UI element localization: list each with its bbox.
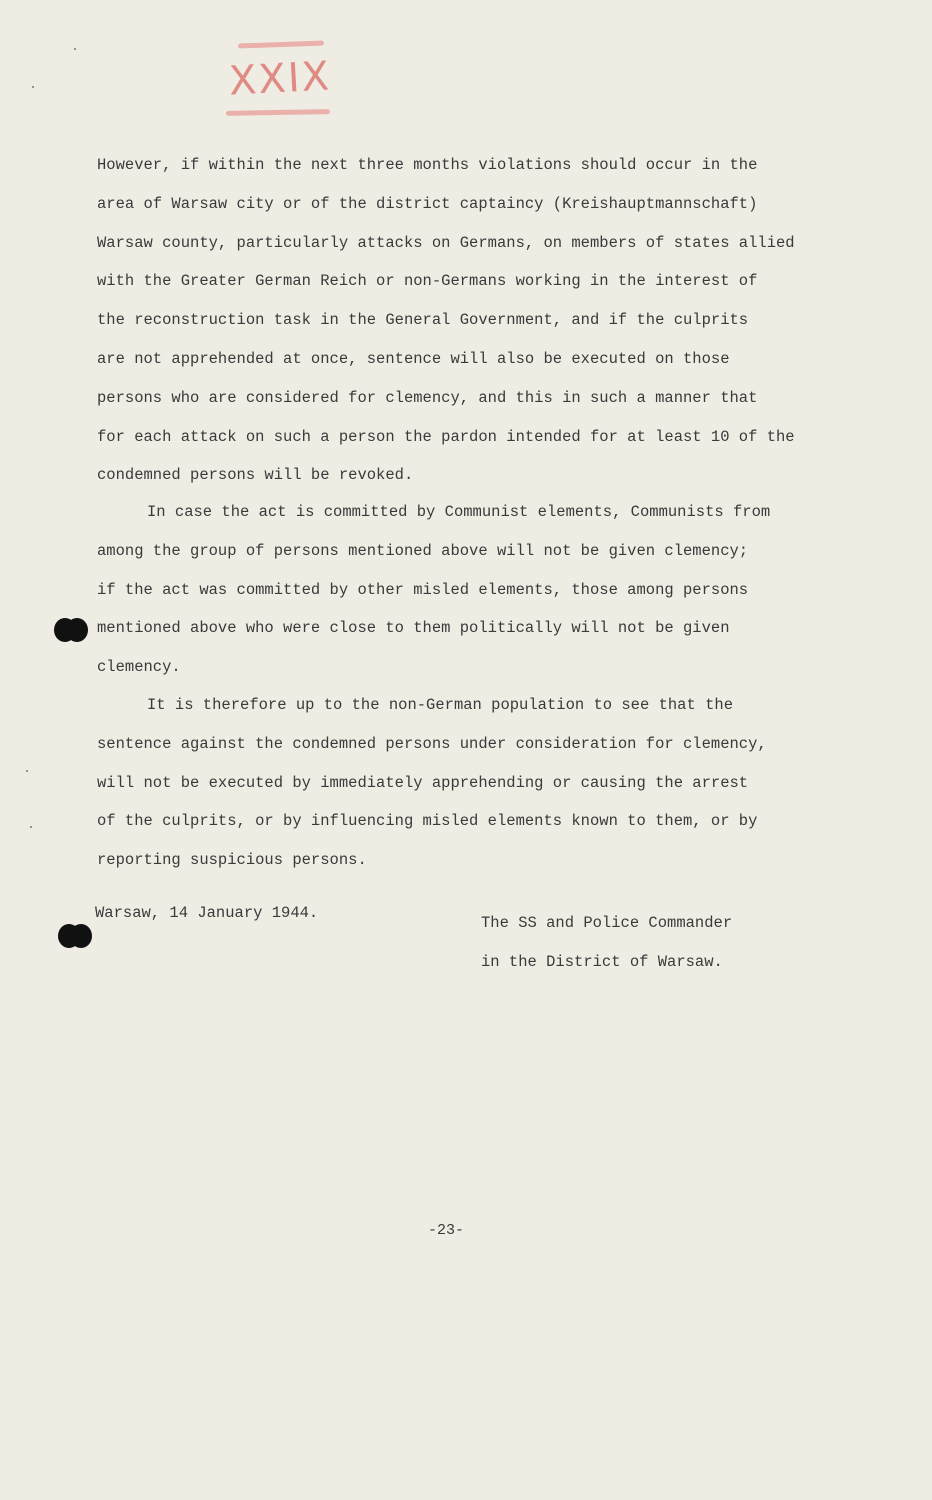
text-line: among the group of persons mentioned above will not be given clemency; (97, 541, 749, 560)
roman-numeral-stamp (222, 38, 338, 124)
place-date: Warsaw, 14 January 1944. (95, 904, 319, 922)
text-line: mentioned above who were close to them politically will not be given (97, 619, 730, 638)
text-line: However, if within the next three months violations should occur in the (97, 156, 758, 174)
text-line: It is therefore up to the non-German population to see that the (147, 696, 733, 714)
text-line: the reconstruction task in the General Government, and if the culprits (97, 311, 749, 330)
signature-title-line-2: in the District of Warsaw. (481, 952, 723, 971)
paragraph-1 (97, 146, 827, 495)
text-line: if the act was committed by other misled elements, those among persons (97, 580, 749, 599)
punch-hole-upper-2 (66, 618, 88, 642)
text-line: of the culprits, or by influencing misled elements known to them, or by (97, 812, 758, 831)
text-line: Warsaw county, particularly attacks on Germans, on members of states allied (97, 233, 795, 252)
text-line: area of Warsaw city or of the district captaincy (Kreishauptmannschaft) (97, 194, 758, 213)
text-line: condemned persons will be revoked. (97, 466, 414, 485)
text-line: are not apprehended at once, sentence will also be executed on those (97, 349, 730, 368)
signature-title-line-1: The SS and Police Commander (481, 914, 733, 932)
text-line: clemency. (97, 658, 181, 677)
punch-hole-lower-2 (70, 924, 92, 948)
stamp-text: XXIX (227, 53, 333, 105)
signature-block (481, 904, 732, 982)
text-line: In case the act is committed by Communist elements, Communists from (147, 503, 771, 521)
text-line: will not be executed by immediately apprehending or causing the arrest (97, 773, 749, 792)
text-line: with the Greater German Reich or non-Germans working in the interest of (97, 272, 758, 291)
page-number: -23- (428, 1222, 465, 1239)
text-line: reporting suspicious persons. (97, 851, 367, 870)
paragraph-3 (97, 686, 827, 880)
text-line: persons who are considered for clemency, and this in such a manner that (97, 388, 758, 407)
paragraph-2 (97, 493, 827, 687)
text-line: for each attack on such a person the pardon intended for at least 10 of the (97, 427, 795, 446)
text-line: sentence against the condemned persons under consideration for clemency, (97, 734, 767, 753)
